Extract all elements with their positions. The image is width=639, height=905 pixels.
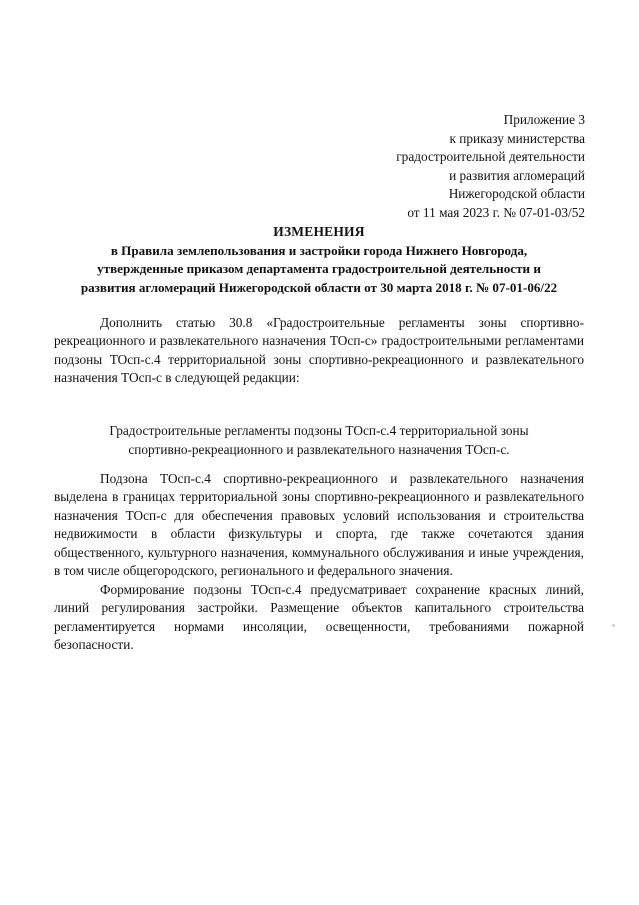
body-paragraph-subzone: Подзона ТОсп-с.4 спортивно-рекреационного и развлекательного назначения выделена в границах территориальной зоны спортивно-рекреационного и развлекательного назначения ТОсп-с для обеспечения правовых условий использования и строительства недвижимости в области физкультуры и спорта, где также сочетаются здания общественного, культурного назначения, коммунального обслуживания и иные учреждения, в том числе общегородского, регионального и федерального значения. [54,471,584,579]
section-title-line-1: Градостроительные регламенты подзоны ТОсп-с.4 территориальной зоны [109,423,529,438]
appendix-date-number: от 11 мая 2023 г. № 07-01-03/52 [407,204,585,220]
appendix-region-line: Нижегородской области [448,186,585,201]
subtitle-line-2: утвержденные приказом департамента градостроительной деятельности и [97,261,541,277]
appendix-agglomeration-line: и развития агломераций [449,167,585,183]
section-title-line-2: спортивно-рекреационного и развлекательного назначения ТОсп-с. [128,441,510,457]
document-subtitle [50,242,588,297]
document-title: ИЗМЕНЕНИЯ [273,224,365,239]
subtitle-line-3: развития агломераций Нижегородской области от 30 марта 2018 г. № 07-01-06/22 [80,279,558,295]
body-paragraph-formation: Формирование подзоны ТОсп-с.4 предусматривает сохранение красных линий, линий регулирования застройки. Размещение объектов капитального строительства регламентируется нормами инсоляции, освещенности, требованиями пожарной безопасности. [54,582,584,653]
appendix-number: Приложение 3 [503,112,585,127]
section-title [54,422,584,459]
subtitle-line-1: в Правила землепользования и застройки города Нижнего Новгорода, [110,243,528,258]
appendix-ministry-line: градостроительной деятельности [396,149,585,164]
appendix-order-line: к приказу министерства [449,130,585,146]
scan-speck [612,624,615,627]
intro-paragraph: Дополнить статью 30.8 «Градостроительные регламенты зоны спортивно-рекреационного и развлекательного назначения ТОсп-с» градостроительными регламентами подзоны ТОсп-с.4 территориальной зоны спортивно-рекреационного и развлекательного назначения ТОсп-с в следующей редакции: [54,315,584,386]
appendix-block [325,111,585,222]
